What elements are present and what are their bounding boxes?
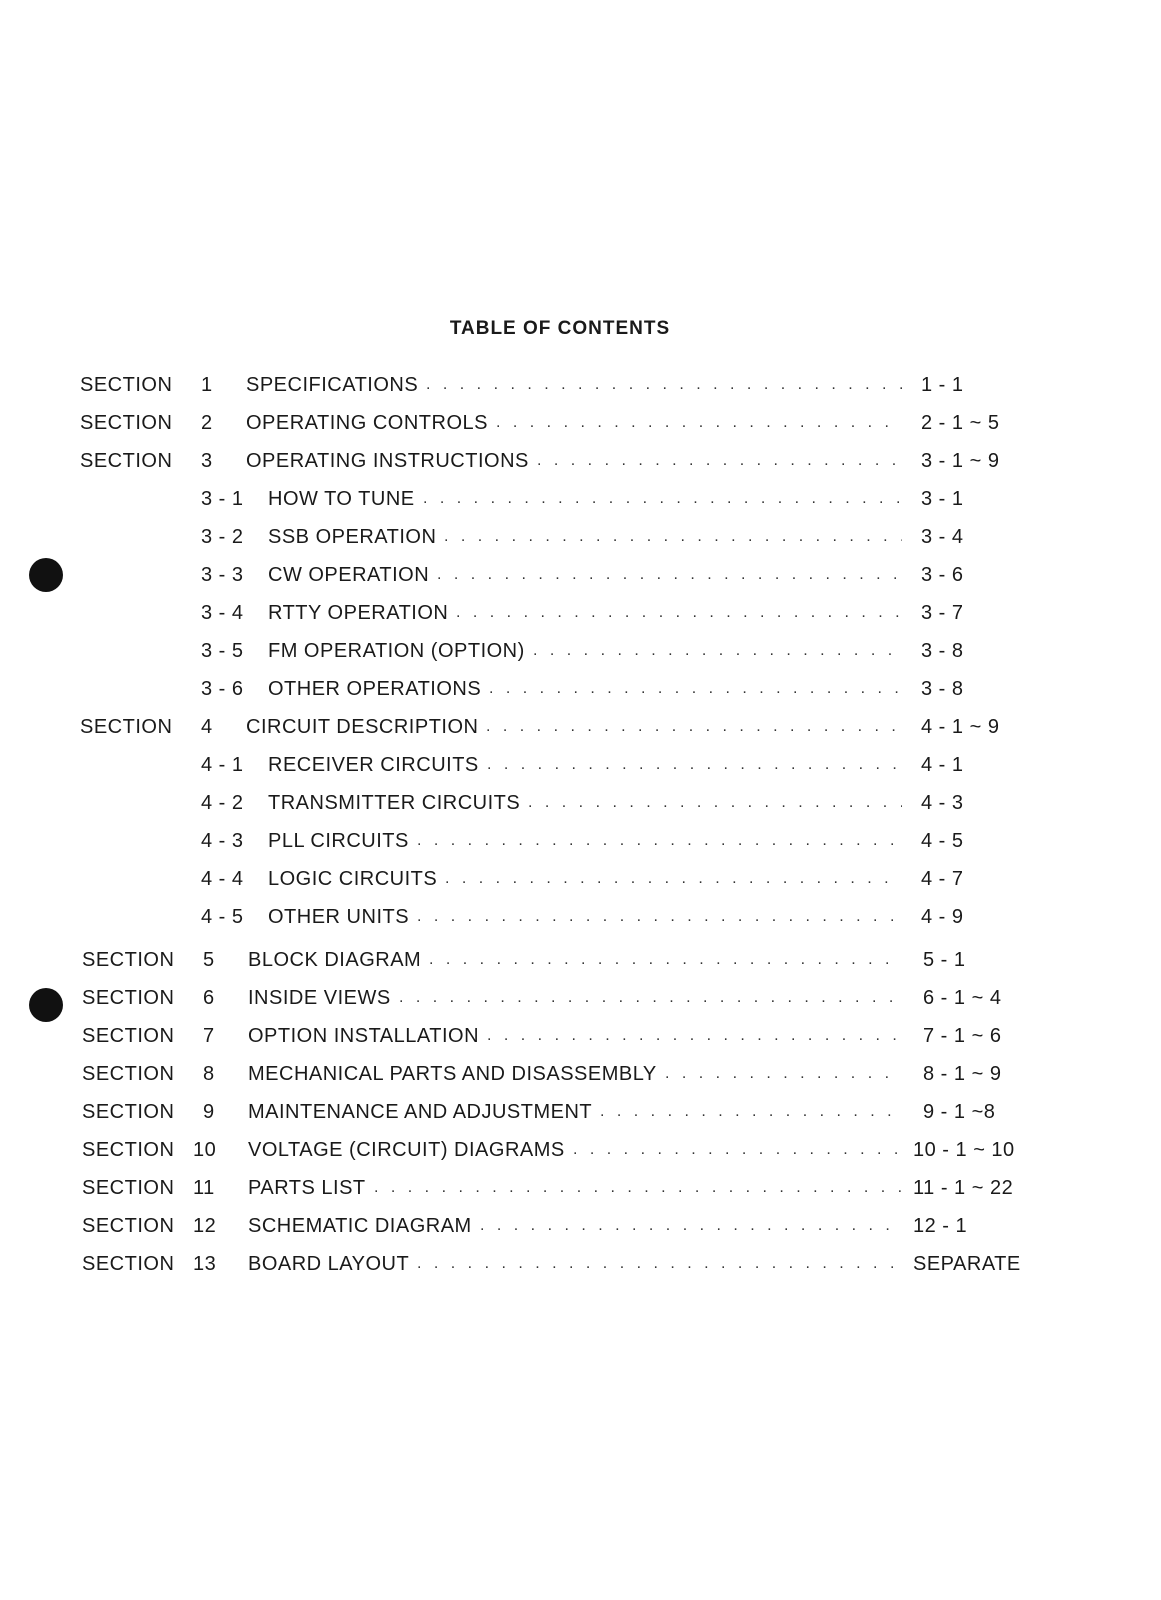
page-number: 7 - 1 ~ 6 xyxy=(923,1024,1002,1047)
dot-leader xyxy=(417,908,902,926)
dot-leader xyxy=(374,1179,902,1197)
section-label: SECTION xyxy=(82,1176,175,1199)
toc-entry xyxy=(0,636,1120,666)
section-number: 1 xyxy=(201,373,213,396)
page-number: 11 - 1 ~ 22 xyxy=(913,1176,1014,1199)
entry-title: OPERATING INSTRUCTIONS xyxy=(246,449,529,472)
toc-entry xyxy=(0,1173,1120,1203)
dot-leader xyxy=(665,1065,902,1083)
entry-title: SSB OPERATION xyxy=(268,525,437,548)
entry-title: OPTION INSTALLATION xyxy=(248,1024,480,1047)
page-number: 12 - 1 xyxy=(913,1214,968,1237)
entry-title: CIRCUIT DESCRIPTION xyxy=(246,715,479,738)
toc-entry xyxy=(0,788,1120,818)
entry-title: RECEIVER CIRCUITS xyxy=(268,753,479,776)
section-number: 4 xyxy=(201,715,213,738)
dot-leader xyxy=(399,989,902,1007)
toc-entry xyxy=(0,1059,1120,1089)
toc-entry xyxy=(0,945,1120,975)
entry-title: OTHER UNITS xyxy=(268,905,410,928)
page-number: 3 - 1 xyxy=(921,487,964,510)
section-number: 4 - 1 xyxy=(201,753,244,776)
entry-title: VOLTAGE (CIRCUIT) DIAGRAMS xyxy=(248,1138,565,1161)
page-title: TABLE OF CONTENTS xyxy=(449,318,671,339)
toc-entry xyxy=(0,712,1120,742)
page-number: 3 - 6 xyxy=(921,563,964,586)
entry-title: BOARD LAYOUT xyxy=(248,1252,410,1275)
entry-title: SCHEMATIC DIAGRAM xyxy=(248,1214,472,1237)
page-number: 4 - 1 ~ 9 xyxy=(921,715,1000,738)
page-number: 10 - 1 ~ 10 xyxy=(913,1138,1015,1161)
section-label: SECTION xyxy=(80,715,173,738)
entry-title: PARTS LIST xyxy=(248,1176,366,1199)
dot-leader xyxy=(429,951,902,969)
page-number: 4 - 3 xyxy=(921,791,964,814)
toc-entry xyxy=(0,674,1120,704)
dot-leader xyxy=(480,1217,902,1235)
entry-title: MECHANICAL PARTS AND DISASSEMBLY xyxy=(248,1062,657,1085)
section-number: 3 xyxy=(201,449,213,472)
entry-title: CW OPERATION xyxy=(268,563,430,586)
section-label: SECTION xyxy=(82,948,175,971)
page-number: 8 - 1 ~ 9 xyxy=(923,1062,1002,1085)
section-label: SECTION xyxy=(82,1214,175,1237)
page-number: 3 - 1 ~ 9 xyxy=(921,449,1000,472)
page-number: 2 - 1 ~ 5 xyxy=(921,411,1000,434)
dot-leader xyxy=(489,680,902,698)
entry-title: RTTY OPERATION xyxy=(268,601,449,624)
dot-leader xyxy=(600,1103,902,1121)
dot-leader xyxy=(573,1141,902,1159)
entry-title: TRANSMITTER CIRCUITS xyxy=(268,791,521,814)
section-number: 3 - 4 xyxy=(201,601,244,624)
page-number: 4 - 1 xyxy=(921,753,964,776)
section-number: 3 - 6 xyxy=(201,677,244,700)
page-number: 4 - 5 xyxy=(921,829,964,852)
toc-entry xyxy=(0,1249,1120,1279)
dot-leader xyxy=(528,794,902,812)
page-number: 4 - 9 xyxy=(921,905,964,928)
page-number: 1 - 1 xyxy=(921,373,964,396)
dot-leader xyxy=(533,642,902,660)
section-number: 8 xyxy=(203,1062,215,1085)
page-number: 4 - 7 xyxy=(921,867,964,890)
section-number: 3 - 1 xyxy=(201,487,244,510)
page-number: 5 - 1 xyxy=(923,948,966,971)
dot-leader xyxy=(487,756,902,774)
dot-leader xyxy=(426,376,902,394)
section-number: 7 xyxy=(203,1024,215,1047)
entry-title: MAINTENANCE AND ADJUSTMENT xyxy=(248,1100,593,1123)
dot-leader xyxy=(445,870,902,888)
section-label: SECTION xyxy=(80,373,173,396)
section-label: SECTION xyxy=(80,411,173,434)
entry-title: OTHER OPERATIONS xyxy=(268,677,482,700)
dot-leader xyxy=(496,414,902,432)
section-label: SECTION xyxy=(82,1252,175,1275)
section-label: SECTION xyxy=(82,986,175,1009)
entry-title: INSIDE VIEWS xyxy=(248,986,391,1009)
page-number: 3 - 7 xyxy=(921,601,964,624)
section-number: 4 - 3 xyxy=(201,829,244,852)
section-number: 3 - 2 xyxy=(201,525,244,548)
entry-title: FM OPERATION (OPTION) xyxy=(268,639,525,662)
section-number: 4 - 4 xyxy=(201,867,244,890)
toc-entry xyxy=(0,1021,1120,1051)
toc-entry xyxy=(0,522,1120,552)
toc-entry xyxy=(0,1097,1120,1127)
toc-entry xyxy=(0,750,1120,780)
section-number: 4 - 5 xyxy=(201,905,244,928)
section-label: SECTION xyxy=(80,449,173,472)
dot-leader xyxy=(417,832,902,850)
section-label: SECTION xyxy=(82,1062,175,1085)
page-number: 3 - 8 xyxy=(921,677,964,700)
toc-entry xyxy=(0,370,1120,400)
section-number: 9 xyxy=(203,1100,215,1123)
dot-leader xyxy=(456,604,902,622)
section-number: 10 xyxy=(193,1138,217,1161)
section-number: 3 - 3 xyxy=(201,563,244,586)
section-label: SECTION xyxy=(82,1024,175,1047)
page-number: 6 - 1 ~ 4 xyxy=(923,986,1002,1009)
page-number: SEPARATE xyxy=(913,1252,1021,1275)
page-number: 3 - 4 xyxy=(921,525,964,548)
section-number: 3 - 5 xyxy=(201,639,244,662)
dot-leader xyxy=(487,1027,902,1045)
section-number: 5 xyxy=(203,948,215,971)
toc-entry xyxy=(0,484,1120,514)
dot-leader xyxy=(417,1255,902,1273)
section-label: SECTION xyxy=(82,1100,175,1123)
entry-title: HOW TO TUNE xyxy=(268,487,415,510)
toc-entry xyxy=(0,902,1120,932)
section-label: SECTION xyxy=(82,1138,175,1161)
toc-entry xyxy=(0,408,1120,438)
dot-leader xyxy=(537,452,902,470)
section-number: 11 xyxy=(193,1176,215,1199)
dot-leader xyxy=(423,490,902,508)
toc-entry xyxy=(0,598,1120,628)
toc-entry xyxy=(0,446,1120,476)
entry-title: PLL CIRCUITS xyxy=(268,829,409,852)
toc-entry xyxy=(0,864,1120,894)
dot-leader xyxy=(444,528,902,546)
entry-title: LOGIC CIRCUITS xyxy=(268,867,438,890)
section-number: 13 xyxy=(193,1252,217,1275)
toc-entry xyxy=(0,1211,1120,1241)
toc-entry xyxy=(0,826,1120,856)
dot-leader xyxy=(486,718,902,736)
dot-leader xyxy=(437,566,902,584)
section-number: 4 - 2 xyxy=(201,791,244,814)
entry-title: OPERATING CONTROLS xyxy=(246,411,488,434)
section-number: 12 xyxy=(193,1214,217,1237)
toc-entry xyxy=(0,983,1120,1013)
page-number: 3 - 8 xyxy=(921,639,964,662)
entry-title: BLOCK DIAGRAM xyxy=(248,948,422,971)
entry-title: SPECIFICATIONS xyxy=(246,373,419,396)
toc-entry xyxy=(0,1135,1120,1165)
page-number: 9 - 1 ~8 xyxy=(923,1100,996,1123)
toc-entry xyxy=(0,560,1120,590)
section-number: 2 xyxy=(201,411,213,434)
section-number: 6 xyxy=(203,986,215,1009)
